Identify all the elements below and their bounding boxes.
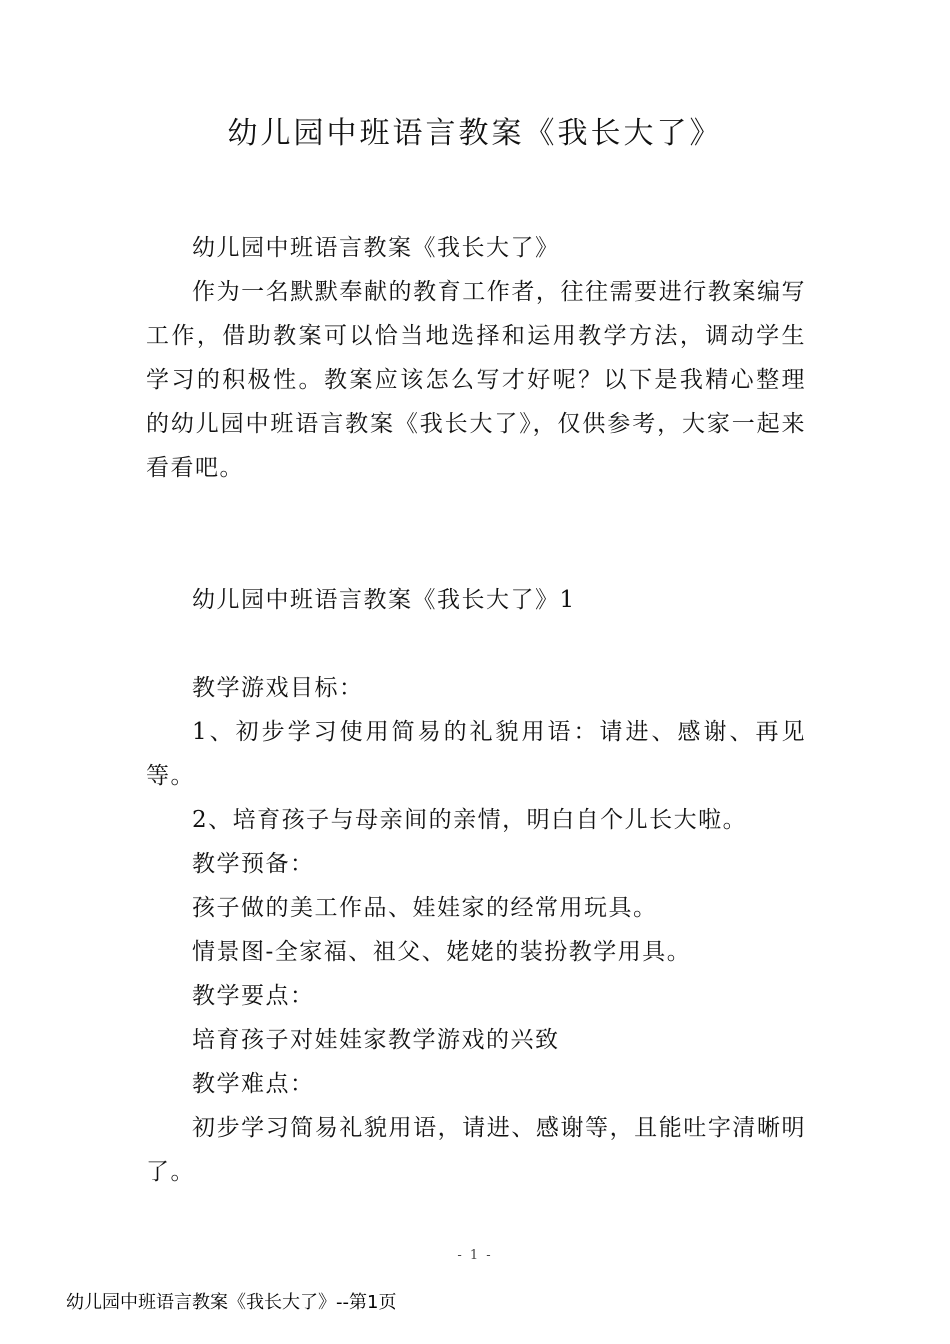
page-footer: 幼儿园中班语言教案《我长大了》--第1页 <box>66 1292 397 1313</box>
key-text: 培育孩子对娃娃家教学游戏的兴致 <box>192 1027 560 1053</box>
goal-heading: 教学游戏目标： <box>192 675 364 701</box>
intro-paragraph: 作为一名默默奉献的教育工作者，往往需要进行教案编写工作，借助教案可以恰当地选择和运用教学方法，调动学生学习的积极性。教案应该怎么写才好呢？以下是我精心整理的幼儿园中班语言教案《我长大了》，仅供参考，大家一起来看看吧。 <box>146 279 806 481</box>
difficulty-text: 初步学习简易礼貌用语，请进、感谢等，且能吐字清晰明了。 <box>146 1115 806 1185</box>
goal-item-1: 1、初步学习使用简易的礼貌用语：请进、感谢、再见等。 <box>146 719 806 789</box>
prep-heading: 教学预备： <box>192 851 315 877</box>
intro-heading: 幼儿园中班语言教案《我长大了》 <box>192 235 560 261</box>
document-body <box>146 226 806 1194</box>
page-number: - 1 - <box>457 1248 493 1263</box>
goal-item-2: 2、培育孩子与母亲间的亲情，明白自个儿长大啦。 <box>192 807 748 833</box>
document-title: 幼儿园中班语言教案《我长大了》 <box>227 116 723 151</box>
difficulty-heading: 教学难点： <box>192 1071 315 1097</box>
section-heading: 幼儿园中班语言教案《我长大了》1 <box>192 587 576 613</box>
key-heading: 教学要点： <box>192 983 315 1009</box>
prep-item-1: 孩子做的美工作品、娃娃家的经常用玩具。 <box>192 895 658 921</box>
prep-item-2: 情景图-全家福、祖父、姥姥的装扮教学用具。 <box>192 939 692 965</box>
